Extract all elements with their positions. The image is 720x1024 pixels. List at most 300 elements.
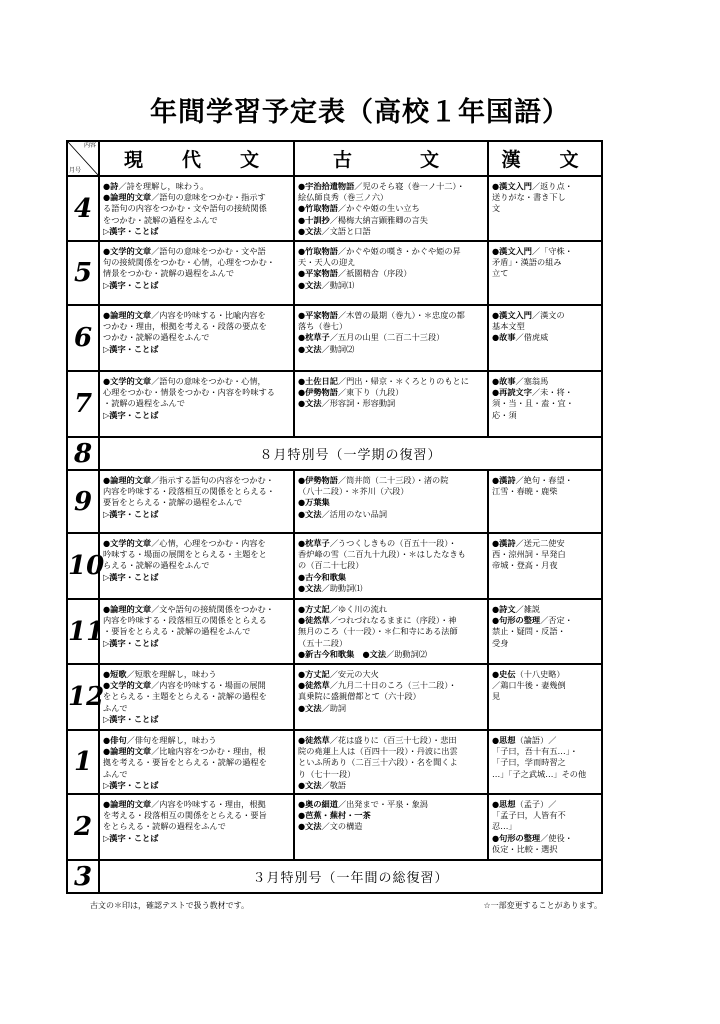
text-line bbox=[103, 735, 290, 746]
text-line bbox=[492, 268, 598, 279]
month-cell bbox=[67, 730, 99, 794]
cell-kobun bbox=[294, 470, 488, 533]
text-line bbox=[103, 376, 290, 387]
text-line bbox=[103, 215, 290, 226]
unit-detail: 真乗院に盛親僧都とて（六十段） bbox=[298, 691, 421, 702]
unit-detail: 西・涼州詞・早発白 bbox=[492, 549, 566, 560]
unit-label: ●方丈記 bbox=[298, 669, 330, 679]
unit-detail: 須・当・且・盍・宜・ bbox=[492, 398, 574, 409]
text-line bbox=[103, 746, 290, 757]
month-row bbox=[67, 371, 602, 437]
unit-label: ▷漢字・ことば bbox=[103, 637, 159, 648]
month-row bbox=[67, 794, 602, 860]
unit-detail: ／助動詞⑵ bbox=[386, 648, 427, 659]
text-line bbox=[298, 226, 484, 237]
text-line bbox=[492, 203, 598, 214]
text-line bbox=[492, 669, 598, 680]
cell-kobun bbox=[294, 599, 488, 664]
unit-label: ●詩文 bbox=[492, 604, 516, 614]
unit-detail: （五十二段） bbox=[298, 637, 348, 648]
unit-detail: ／比喩内容をつかむ・理由，根 bbox=[151, 746, 266, 757]
cell-content bbox=[489, 372, 601, 423]
header-kobun: 古 文 bbox=[294, 141, 488, 176]
unit-label: ●句形の整理 bbox=[492, 832, 541, 843]
text-line bbox=[298, 475, 484, 486]
unit-label: ●論理的文章 bbox=[103, 192, 152, 203]
cell-kanbun bbox=[488, 371, 602, 437]
text-line bbox=[298, 181, 484, 192]
unit-label: ●文法 bbox=[298, 508, 322, 519]
text-line bbox=[492, 549, 598, 560]
cell-gendai bbox=[99, 794, 294, 860]
unit-detail: ／助動詞⑴ bbox=[321, 582, 363, 593]
unit-label: ●平家物語 bbox=[298, 310, 338, 320]
month-row bbox=[67, 599, 602, 664]
cell-content bbox=[100, 306, 293, 357]
unit-label: ●漢詩 bbox=[492, 538, 516, 548]
unit-label: ●句形の整理 bbox=[492, 615, 541, 626]
unit-detail: 立て bbox=[492, 268, 509, 279]
cell-content bbox=[489, 177, 601, 217]
text-line bbox=[298, 310, 484, 321]
unit-detail: る語句の内容をつかむ・文や語句の接続関係 bbox=[103, 203, 267, 214]
text-line bbox=[103, 560, 290, 571]
month-number: 8 bbox=[73, 438, 93, 469]
text-line bbox=[103, 509, 290, 520]
text-line bbox=[103, 604, 290, 615]
unit-detail: 拠を考える・要旨をとらえる・読解の過程を bbox=[103, 757, 267, 768]
unit-detail: 無月のころ（十一段）・＊仁和寺にある法師 bbox=[298, 626, 458, 637]
unit-label: ●十訓抄 bbox=[298, 214, 330, 225]
text-line bbox=[103, 280, 290, 291]
text-line bbox=[492, 638, 598, 649]
unit-detail: といふ所あり（二百三十六段）・名を聞くよ bbox=[298, 757, 458, 768]
unit-detail: 要旨をとらえる・読解の過程をふんで bbox=[103, 497, 243, 508]
text-line bbox=[298, 398, 484, 409]
cell-content bbox=[100, 665, 293, 727]
month-number: 2 bbox=[73, 812, 93, 843]
text-line bbox=[492, 398, 598, 409]
unit-label: ●故事 bbox=[492, 376, 516, 386]
cell-content bbox=[295, 731, 487, 793]
unit-detail: 情景をつかむ・読解の過程をふんで bbox=[103, 268, 235, 279]
text-line bbox=[492, 387, 598, 398]
unit-detail: ／楊梅大納言顕雅卿の言失 bbox=[329, 214, 428, 225]
text-line bbox=[298, 215, 484, 226]
text-line bbox=[298, 691, 484, 702]
cell-kanbun bbox=[488, 470, 602, 533]
text-line bbox=[492, 821, 598, 832]
cell-gendai bbox=[99, 664, 294, 730]
cell-kanbun bbox=[488, 730, 602, 794]
text-line bbox=[103, 497, 290, 508]
unit-detail: ／筒井筒（二十三段）・渚の院 bbox=[337, 475, 449, 485]
unit-label: ●土佐日記 bbox=[298, 376, 338, 386]
text-line bbox=[492, 486, 598, 497]
unit-detail: ／俳句を理解し，味わう bbox=[126, 735, 217, 745]
cell-content bbox=[100, 242, 293, 293]
unit-detail: ／心情，心理をつかむ・内容を bbox=[151, 538, 266, 548]
footer-note-left: 古文の＊印は，確認テストで扱う教材です。 bbox=[90, 901, 250, 910]
unit-detail: ／雑説 bbox=[515, 604, 541, 614]
month-row bbox=[67, 664, 602, 730]
unit-label: ●短歌 bbox=[103, 669, 127, 679]
unit-label: ●文法 bbox=[298, 279, 322, 290]
month-number: 5 bbox=[73, 258, 93, 288]
cell-content bbox=[489, 534, 601, 574]
text-line bbox=[103, 549, 290, 560]
unit-detail: 句の接続関係をつかむ・心情，心理をつかむ・ bbox=[103, 257, 275, 268]
unit-detail: ／五月の山里（二百二十三段） bbox=[329, 332, 445, 343]
text-line bbox=[103, 257, 290, 268]
cell-kobun bbox=[294, 241, 488, 305]
unit-detail: をつかむ・読解の過程をふんで bbox=[103, 214, 218, 225]
text-line bbox=[103, 626, 290, 637]
cell-content bbox=[295, 600, 487, 662]
unit-detail: ／木曽の最期（巻九）・＊忠度の都 bbox=[337, 310, 465, 320]
text-line bbox=[298, 549, 484, 560]
cell-content bbox=[295, 665, 487, 716]
unit-label: ●枕草子 bbox=[298, 538, 330, 548]
unit-detail: ／児のそら寝（巻一ノ十二）・ bbox=[354, 181, 465, 191]
unit-detail: ／指示する語句の内容をつかむ・ bbox=[151, 475, 274, 485]
unit-detail: ／送元二使安 bbox=[515, 538, 565, 548]
cell-content bbox=[489, 471, 601, 499]
month-cell bbox=[67, 305, 99, 371]
month-row bbox=[67, 305, 602, 371]
text-line bbox=[492, 192, 598, 203]
text-line bbox=[103, 780, 290, 791]
text-line bbox=[298, 280, 484, 291]
text-line bbox=[298, 486, 484, 497]
text-line bbox=[298, 769, 484, 780]
text-line bbox=[298, 583, 484, 594]
unit-label: ●徒然草 bbox=[298, 735, 330, 745]
text-line bbox=[298, 735, 484, 746]
unit-detail: 見 bbox=[492, 691, 501, 702]
cell-kobun bbox=[294, 730, 488, 794]
cell-content bbox=[100, 795, 293, 846]
text-line bbox=[103, 310, 290, 321]
unit-detail: ／助詞 bbox=[321, 702, 347, 713]
text-line bbox=[103, 810, 290, 821]
corner-cell bbox=[67, 141, 99, 176]
text-line bbox=[492, 246, 598, 257]
text-line bbox=[298, 703, 484, 714]
text-line bbox=[492, 757, 598, 768]
unit-detail: 応・須 bbox=[492, 409, 517, 420]
text-line bbox=[492, 746, 598, 757]
unit-detail: ／短歌を理解し，味わう bbox=[126, 669, 217, 679]
cell-kobun bbox=[294, 794, 488, 860]
unit-detail: （十八史略） bbox=[515, 669, 565, 679]
cell-gendai bbox=[99, 305, 294, 371]
month-row bbox=[67, 730, 602, 794]
unit-label: ●宇治拾遺物語 bbox=[298, 181, 355, 191]
unit-detail: …」「子之武城…」その他 bbox=[492, 768, 587, 779]
text-line bbox=[298, 669, 484, 680]
text-line bbox=[103, 246, 290, 257]
unit-detail: ／語句の意味をつかむ・文や語 bbox=[151, 246, 266, 256]
unit-detail: ／東下り（九段） bbox=[337, 387, 404, 398]
unit-label: ●文法 bbox=[298, 821, 322, 832]
unit-detail: ／門出・帰京・＊くろとりのもとに bbox=[337, 376, 469, 386]
unit-detail: ／活用のない品詞 bbox=[321, 508, 388, 519]
text-line bbox=[103, 332, 290, 343]
corner-top-label: 内容 bbox=[83, 142, 96, 149]
unit-label: ●枕草子 bbox=[298, 332, 330, 343]
cell-kobun bbox=[294, 533, 488, 599]
text-line bbox=[298, 376, 484, 387]
text-line bbox=[298, 572, 484, 583]
unit-detail: ／安元の大火 bbox=[329, 669, 379, 679]
unit-label: ●思想 bbox=[492, 735, 516, 745]
text-line bbox=[103, 226, 290, 237]
unit-label: ●文学的文章 bbox=[103, 680, 152, 691]
cell-kanbun bbox=[488, 305, 602, 371]
text-line bbox=[103, 769, 290, 780]
month-number: 11 bbox=[68, 616, 105, 647]
unit-label: ●漢詩 bbox=[492, 475, 516, 485]
unit-label: ●漢文入門 bbox=[492, 246, 532, 256]
unit-label: ●徒然草 bbox=[298, 680, 330, 691]
cell-content bbox=[100, 372, 293, 423]
unit-label: ●漢文入門 bbox=[492, 310, 532, 320]
cell-kobun bbox=[294, 371, 488, 437]
unit-detail: ／漢文の bbox=[531, 310, 565, 320]
unit-label: ▷漢字・ことば bbox=[103, 409, 159, 420]
unit-detail: ／塞翁馬 bbox=[515, 376, 549, 386]
text-line bbox=[103, 572, 290, 583]
unit-label: ●詩 bbox=[103, 181, 119, 191]
text-line bbox=[298, 538, 484, 549]
header-kanbun: 漢 文 bbox=[488, 141, 602, 176]
unit-detail: の（百二十七段） bbox=[298, 560, 364, 571]
text-line bbox=[298, 746, 484, 757]
header-row bbox=[67, 141, 602, 176]
text-line bbox=[298, 604, 484, 615]
cell-kobun bbox=[294, 176, 488, 241]
cell-content bbox=[489, 242, 601, 282]
month-number: 10 bbox=[68, 551, 105, 581]
month-cell bbox=[67, 176, 99, 241]
text-line bbox=[298, 649, 484, 660]
unit-label: ▷漢字・ことば bbox=[103, 779, 159, 790]
header-gendai: 現 代 文 bbox=[99, 141, 294, 176]
unit-label: ●文法 bbox=[362, 648, 387, 659]
unit-label: ●文法 bbox=[298, 582, 322, 593]
unit-detail: ／文や語句の接続関係をつかむ・ bbox=[151, 604, 274, 614]
month-cell bbox=[67, 437, 99, 470]
text-line bbox=[492, 680, 598, 691]
unit-label: ●芭蕉・蕪村・一茶 bbox=[298, 810, 371, 821]
unit-label: ●文法 bbox=[298, 779, 322, 790]
unit-detail: ／動詞⑵ bbox=[321, 343, 355, 354]
cell-content bbox=[100, 534, 293, 585]
unit-detail: 「子曰，吾十有五…」・ bbox=[492, 746, 578, 757]
unit-detail: ／鶏口牛後・妻幾倒 bbox=[492, 680, 566, 691]
month-row bbox=[67, 860, 602, 893]
unit-label: ●再読文字 bbox=[492, 387, 532, 398]
text-line bbox=[103, 833, 290, 844]
text-line bbox=[492, 332, 598, 343]
cell-gendai bbox=[99, 176, 294, 241]
unit-detail: （八十二段）・＊芥川（六段） bbox=[298, 486, 409, 497]
unit-detail: 「子曰，学而時習之 bbox=[492, 757, 566, 768]
unit-label: ●平家物語 bbox=[298, 268, 338, 279]
unit-detail: ／内容を吟味する・場面の展開 bbox=[151, 680, 266, 691]
page-title: 年間学習予定表（高校１年国語） bbox=[150, 97, 570, 128]
corner-bottom-label: 月号 bbox=[69, 167, 82, 174]
month-number: 6 bbox=[73, 323, 93, 353]
text-line bbox=[298, 780, 484, 791]
cell-content bbox=[489, 665, 601, 705]
unit-label: ●新古今和歌集 bbox=[298, 648, 355, 659]
unit-label: ●竹取物語 bbox=[298, 203, 338, 214]
month-number: 4 bbox=[73, 193, 93, 224]
text-line bbox=[103, 799, 290, 810]
cell-kobun bbox=[294, 664, 488, 730]
unit-detail: 絵仏師良秀（巻三ノ六） bbox=[298, 192, 389, 203]
text-line bbox=[298, 757, 484, 768]
unit-label: ●文法 bbox=[298, 343, 322, 354]
unit-detail: 「孟子曰，人皆有不 bbox=[492, 810, 566, 821]
text-line bbox=[298, 387, 484, 398]
unit-detail: つかむ・理由，根拠を考える・段落の要点を bbox=[103, 321, 267, 332]
unit-detail: ・要旨をとらえる・読解の過程をふんで bbox=[103, 626, 251, 637]
text-line bbox=[298, 268, 484, 279]
text-line bbox=[298, 509, 484, 520]
unit-detail: ／語句の意味をつかむ・心情， bbox=[151, 376, 266, 386]
cell-content bbox=[100, 471, 293, 522]
unit-label: ●文学的文章 bbox=[103, 246, 152, 256]
cell-kanbun bbox=[488, 533, 602, 599]
text-line bbox=[298, 332, 484, 343]
cell-content bbox=[295, 242, 487, 293]
unit-label: ●論理的文章 bbox=[103, 604, 152, 614]
month-number: 1 bbox=[73, 747, 93, 777]
text-line bbox=[492, 181, 598, 192]
cell-gendai bbox=[99, 599, 294, 664]
text-line bbox=[492, 376, 598, 387]
month-row bbox=[67, 241, 602, 305]
cell-content bbox=[489, 795, 601, 857]
text-line bbox=[103, 714, 290, 725]
month-row bbox=[67, 176, 602, 241]
cell-gendai bbox=[99, 241, 294, 305]
text-line bbox=[103, 680, 290, 691]
cell-content bbox=[100, 731, 293, 793]
cell-gendai bbox=[99, 533, 294, 599]
unit-detail: ／形容詞・形容動詞 bbox=[321, 398, 396, 409]
cell-content bbox=[295, 372, 487, 412]
unit-detail: ／否定・ bbox=[540, 615, 573, 626]
text-line bbox=[103, 181, 290, 192]
unit-detail: 帝城・登高・月夜 bbox=[492, 560, 558, 571]
cell-kanbun bbox=[488, 176, 602, 241]
text-line bbox=[103, 615, 290, 626]
unit-label: ▷漢字・ことば bbox=[103, 508, 159, 519]
unit-detail: ／「守株・ bbox=[531, 246, 573, 256]
text-line bbox=[298, 560, 484, 571]
unit-detail: ／内容を吟味する・理由，根拠 bbox=[151, 799, 266, 810]
unit-detail: ／花は盛りに（百三十七段）・悲田 bbox=[329, 735, 457, 745]
month-row bbox=[67, 533, 602, 599]
unit-label: ●竹取物語 bbox=[298, 246, 338, 256]
cell-content bbox=[489, 731, 601, 782]
text-line bbox=[492, 735, 598, 746]
text-line bbox=[298, 497, 484, 508]
unit-label: ●文法 bbox=[298, 225, 322, 236]
text-line bbox=[298, 638, 484, 649]
unit-detail: を考える・段落相互の関係をとらえる・要旨 bbox=[103, 810, 267, 821]
unit-label: ●文法 bbox=[298, 398, 322, 409]
unit-label: ▷漢字・ことば bbox=[103, 713, 159, 724]
text-line bbox=[103, 387, 290, 398]
text-line bbox=[103, 757, 290, 768]
unit-label: ●文学的文章 bbox=[103, 376, 152, 386]
unit-label: ▷漢字・ことば bbox=[103, 225, 159, 236]
unit-label: ●方丈記 bbox=[298, 604, 330, 614]
month-cell bbox=[67, 794, 99, 860]
cell-content bbox=[295, 471, 487, 522]
unit-detail: 受身 bbox=[492, 637, 509, 648]
unit-detail: ・読解の過程をふんで bbox=[103, 398, 185, 409]
unit-detail: 院の堯蓮上人は（百四十一段）・丹波に出雲 bbox=[298, 746, 458, 757]
text-line bbox=[103, 321, 290, 332]
cell-gendai bbox=[99, 730, 294, 794]
unit-detail: ／未・将・ bbox=[531, 387, 573, 398]
unit-detail: ／かぐや姫の生い立ち bbox=[337, 203, 420, 214]
text-line bbox=[298, 344, 484, 355]
unit-label: ●古今和歌集 bbox=[298, 571, 347, 582]
text-line bbox=[298, 203, 484, 214]
unit-detail: 心理をつかむ・情景をつかむ・内容を吟味する bbox=[103, 387, 275, 398]
unit-detail: をとらえる・主題をとらえる・読解の過程を bbox=[103, 691, 267, 702]
text-line bbox=[103, 638, 290, 649]
text-line bbox=[298, 680, 484, 691]
cell-content bbox=[489, 306, 601, 346]
unit-detail: 禁止・疑問・反語・ bbox=[492, 626, 566, 637]
unit-label: ●論理的文章 bbox=[103, 799, 152, 810]
text-line bbox=[492, 604, 598, 615]
unit-label: ▷漢字・ことば bbox=[103, 343, 159, 354]
unit-detail: ／文の構造 bbox=[321, 821, 363, 832]
text-line bbox=[298, 615, 484, 626]
unit-detail: ／つれづれなるままに（序段）・神 bbox=[329, 615, 457, 626]
unit-detail: 内容を吟味する・段落相互の関係をとらえる・ bbox=[103, 486, 275, 497]
text-line bbox=[103, 475, 290, 486]
month-row bbox=[67, 437, 602, 470]
cell-kanbun bbox=[488, 794, 602, 860]
unit-detail: ふんで bbox=[103, 768, 128, 779]
text-line bbox=[298, 192, 484, 203]
month-cell bbox=[67, 664, 105, 730]
unit-detail: ／動詞⑴ bbox=[321, 279, 355, 290]
month-cell bbox=[67, 470, 99, 533]
text-line bbox=[298, 257, 484, 268]
text-line bbox=[103, 703, 290, 714]
unit-detail: 送りがな・書き下し bbox=[492, 192, 566, 203]
unit-label: ●奥の細道 bbox=[298, 799, 338, 810]
unit-detail: ／絶句・春望・ bbox=[515, 475, 573, 485]
cell-gendai bbox=[99, 470, 294, 533]
unit-detail: をとらえる・読解の過程をふんで bbox=[103, 821, 226, 832]
month-row bbox=[67, 470, 602, 533]
unit-detail: ／返り点・ bbox=[531, 181, 573, 191]
cell-gendai bbox=[99, 371, 294, 437]
cell-kanbun bbox=[488, 241, 602, 305]
